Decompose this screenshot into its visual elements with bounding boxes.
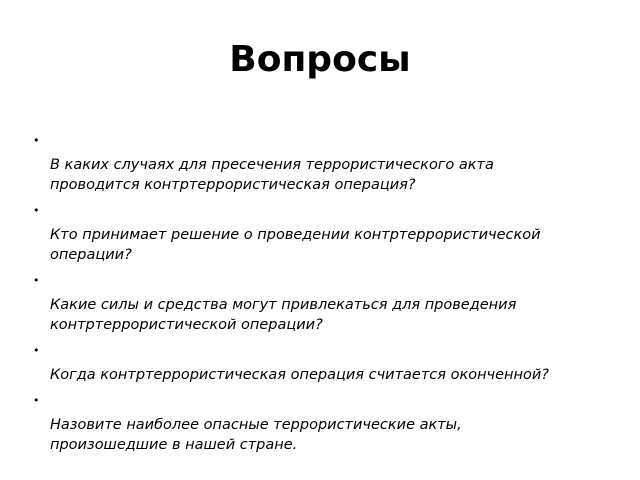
question-list [30, 134, 610, 464]
list-item [30, 344, 610, 385]
bullet-icon: • [33, 204, 40, 217]
list-item [30, 134, 610, 195]
bullet-icon: • [33, 344, 40, 357]
list-item [30, 394, 610, 455]
bullet-icon: • [33, 274, 40, 287]
list-item [30, 204, 610, 265]
question-text: Какие силы и средства могут привлекаться для проведения контртеррористической операции? [50, 297, 517, 333]
bullet-icon: • [33, 134, 40, 147]
question-text: Когда контртеррористическая операция считается оконченной? [50, 367, 549, 383]
list-item [30, 274, 610, 335]
question-text: В каких случаях для пресечения террористического акта проводится контртеррористическая операция? [50, 157, 494, 193]
slide-title: Вопросы [229, 39, 411, 80]
question-text: Кто принимает решение о проведении контртеррористической операции? [50, 227, 541, 263]
question-text: Назовите наиболее опасные террористические акты, произошедшие в нашей стране. [50, 417, 462, 453]
bullet-icon: • [33, 394, 40, 407]
